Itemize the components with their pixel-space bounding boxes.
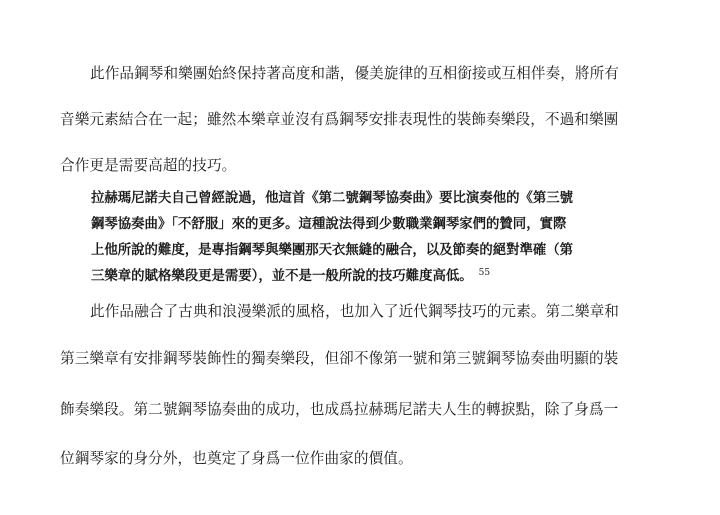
quote-line4 (91, 267, 666, 287)
quote-line2: 鋼琴協奏曲》「不舒服」來的更多。這種說法得到少數職業鋼琴家們的贊同，實際 (91, 217, 567, 232)
paragraph1-line3: 合作更是需要高超的技巧。 (60, 157, 237, 174)
paragraph2-line3: 飾奏樂段。第二號鋼琴協奏曲的成功，也成爲拉赫瑪尼諾夫人生的轉捩點，除了身爲一 (60, 401, 619, 418)
footnote-marker[interactable]: 55 (478, 267, 491, 278)
paragraph1-line2: 音樂元素結合在一起；雖然本樂章並沒有爲鋼琴安排表現性的裝飾奏樂段，不過和樂團 (60, 111, 619, 128)
quote-line3: 上他所說的難度，是專指鋼琴與樂團那天衣無縫的融合，以及節奏的絕對準確（第 (91, 243, 574, 258)
quote-line1: 拉赫瑪尼諾夫自己曾經說過，他這首《第二號鋼琴協奏曲》要比演奏他的《第三號 (91, 191, 574, 206)
paragraph2-line2: 第三樂章有安排鋼琴裝飾性的獨奏樂段，但卻不像第一號和第三號鋼琴協奏曲明顯的裝 (60, 350, 619, 367)
paragraph2-line1: 此作品融合了古典和浪漫樂派的風格，也加入了近代鋼琴技巧的元素。第二樂章和 (90, 303, 619, 320)
quote-line4-text: 三樂章的賦格樂段更是需要），並不是一般所說的技巧難度高低。 (91, 269, 473, 284)
paragraph2-line4: 位鋼琴家的身分外，也奠定了身爲一位作曲家的價值。 (60, 450, 413, 467)
paragraph1-line1: 此作品鋼琴和樂團始終保持著高度和諧，優美旋律的互相銜接或互相伴奏，將所有 (90, 65, 619, 82)
